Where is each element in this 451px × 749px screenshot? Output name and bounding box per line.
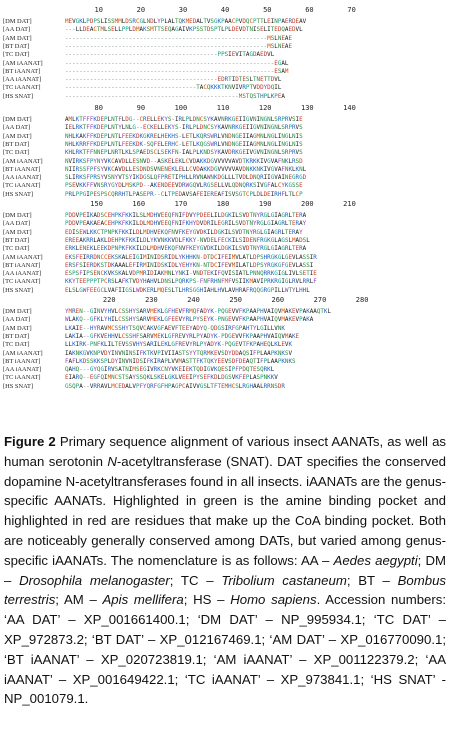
sequence-residues: NIIRSSFPFSYVKCAVDLLESDNDSVNENEKLELLCVDAKKDGVVVVVAVDNKKNKIVGVAFNKLKNL <box>65 166 307 173</box>
alignment-row <box>3 43 449 51</box>
position-ruler: 220 230 240 250 260 270 280 <box>65 296 369 304</box>
sequence-label: [TC iAANAT] <box>3 278 41 286</box>
alignment-row <box>3 383 449 391</box>
sequence-label: [AM DAT] <box>3 132 32 140</box>
alignment-row <box>3 182 449 190</box>
sequence-residues: GSQPA--VRRAVLMCEDALVPFYQRFGFHPAGPCAIVVGSLTFTEMHCSLRGHAALRRNSDR <box>65 383 285 390</box>
alignment-row <box>3 350 449 358</box>
caption-text-run: . Accession numbers: ‘AA DAT’ – XP_001661400.1; ‘DM DAT’ – NP_995934.1; ‘TC DAT’ – XP_972873.2; ‘BT DAT’ – XP_012167469.1; ‘AM DAT’ – XP_016770090.1; ‘BT iAANAT’ – XP_020723819.1; ‘AM iAANAT’ – XP_001122379.2; ‘AA iAANAT’ – XP_001649422.1; ‘TC iAANAT’ – XP_973841.1; ‘HS SNAT’ - NP_001079.1. <box>4 592 447 707</box>
sequence-label: [DM DAT] <box>3 212 32 219</box>
caption-text-run: ; TC – <box>169 572 222 588</box>
alignment-row <box>3 262 449 270</box>
sequence-residues: PDDVPEIKADSCEHPKFKKILSLMDHVEEQFNIFDVYPDEELILDGKILSVDTNYRGLGIAGRLTERA <box>65 213 307 219</box>
alignment-row <box>3 220 449 228</box>
alignment-row <box>3 358 449 366</box>
sequence-label: [AA DAT] <box>3 220 31 228</box>
sequence-residues: ---------------------------------------------------------MSLNEAE <box>65 35 292 42</box>
alignment-row <box>3 35 449 43</box>
sequence-label: [AA iAANAT] <box>3 270 42 278</box>
sequence-label: [AA iAANAT] <box>3 174 42 182</box>
alignment-row <box>3 270 449 278</box>
sequence-label: [DM DAT] <box>3 18 32 25</box>
caption-text-run: ; HS – <box>183 592 231 608</box>
sequence-residues: IELRKTFFKDEPLNTYLNLG--ECKELLEKYS-IRLPLDNCSYKAVNRKGEIIGVNINGNLSRPRVS <box>65 125 303 132</box>
position-ruler: 80 90 100 110 120 130 140 <box>65 104 356 112</box>
alignment-row <box>3 174 449 182</box>
caption-text-run: Primary sequence alignment of various insect AANATs, as well as human serotonin <box>4 434 447 469</box>
sequence-residues: AMLKTFFFKDEPLNTFLDG--CRELLEKYS-IRLPLDNCSYKAVNRKGEIIGVNINGNLSRPRVSIE <box>65 117 303 123</box>
caption-italic-term: N <box>107 453 117 469</box>
sequence-residues: -------------------------------------------PPSIEVITAGDAEDVL <box>65 52 275 59</box>
sequence-label: [BT iAANAT] <box>3 261 41 269</box>
sequence-label: [HS SNAT] <box>3 286 34 294</box>
sequence-label: [BT DAT] <box>3 140 30 148</box>
sequence-label: [BT iAANAT] <box>3 165 41 173</box>
sequence-residues: ESPSFIPSENCKVKSKALVDPMRIDIAKMNLYNKI-VNDTEKIFQVISIATLPNNQRRKGIGLIVLSETIE <box>65 271 317 278</box>
caption-italic-term: Tribolium castaneum <box>221 572 347 588</box>
alignment-row <box>3 124 449 132</box>
sequence-residues: EDISEWLKKCTPNPKFKKILDLMDHVEKQFNVFKEYGVDKILDGKILSVDTNYRGLGIAGRLTERAY <box>65 229 303 236</box>
sequence-label: [AM DAT] <box>3 228 32 236</box>
alignment-row <box>3 229 449 237</box>
alignment-block <box>3 6 449 104</box>
alignment-row <box>3 316 449 324</box>
sequence-label: [AA DAT] <box>3 26 31 34</box>
sequence-label: [BT DAT] <box>3 332 30 340</box>
sequence-residues: KKYTEEPPPTPCRSLAFKTVDYHAHVLDNSLPQRKPS-FNFRHNFMFVSIIKMAVIPRKRGIGLRVLRRLF <box>65 279 317 286</box>
alignment-row <box>3 18 449 26</box>
sequence-residues: ---------------------------------------------------------MSLNEAE <box>65 43 292 50</box>
alignment-row <box>3 76 449 84</box>
alignment-row <box>3 287 449 295</box>
sequence-residues: -------------------------------------------EDRTIDTESLTNETTDVL <box>65 77 282 84</box>
caption-italic-term: Aedes aegypti <box>333 552 418 568</box>
alignment-row <box>3 84 449 92</box>
sequence-label: [AA iAANAT] <box>3 366 42 374</box>
sequence-residues: EKSFEIRRDNCCEKSKALEIGIMINIDSRIDLYKHHKN-DTDCIFEIMVLATLDPSHRGKGLGEVLASSIR <box>65 254 317 261</box>
position-ruler: 10 20 30 40 50 60 70 <box>65 6 356 14</box>
alignment-row <box>3 149 449 157</box>
sequence-residues: -----------------------------------------------------------EGAL <box>65 60 289 67</box>
sequence-residues: NHLKRRFFKDEPLNTLFEEKDK-SQFELERHC-LETLKQGSWRLVNDNGEIIAGMNLNGLINGLNIS <box>65 141 303 148</box>
sequence-label: [AM iAANAT] <box>3 253 43 261</box>
alignment-row <box>3 278 449 286</box>
sequence-label: [TC DAT] <box>3 245 30 253</box>
sequence-label: [BT DAT] <box>3 42 30 50</box>
sequence-label: [DM DAT] <box>3 308 32 315</box>
sequence-label: [DM DAT] <box>3 116 32 123</box>
caption-text-run: ; BT – <box>346 572 398 588</box>
sequence-residues: LLKIRK-PNFKLILTEVSSVHYSARILEKLGFREVYRLPYADYK-PQGEVTFKPAHEQLKLEVK <box>65 342 292 349</box>
alignment-row <box>3 308 449 316</box>
sequence-residues: WLAKQ--GFKLYHILCSSHYSARVMEKLGFEEVYRLPYSEYK-PNGEVVFKPAAPHVAIQVMAKEVPAKA <box>65 317 314 324</box>
sequence-label: [AA DAT] <box>3 124 31 132</box>
alignment-row <box>3 133 449 141</box>
sequence-label: [HS SNAT] <box>3 92 34 100</box>
sequence-residues: YMREN--GINVYHVLCSSHYSARVMEKLGFHEVFRMQFADYK-PQGEVVFKPAAPHVAIQVMAKEVPAKAAQTKL <box>65 309 332 315</box>
alignment-row <box>3 254 449 262</box>
caption-text-run: -acetyltransferase (SNAT). DAT specifies the conserved dopamine N-acetyltransferases found in all insects. iAANATs are the genus-specific AANATs. Highlighted in green is the amine binding pocket and highlighted in red are residues that make up the CoA binding pocket. Both are noticeably generally conserved among DATs, but varied among genus-specific iAANATs. The nomenclature is as follows: AA – <box>4 453 446 568</box>
alignment-row <box>3 68 449 76</box>
sequence-residues: PDDVPEAKAEACEHPKFKKILDLMDHVEEQFNIFKHYDVDRILEGRILSVDTNYRGLGIAGRLTERAY <box>65 221 307 228</box>
alignment-row <box>3 245 449 253</box>
alignment-block <box>3 104 449 202</box>
sequence-residues: PSEVKKFFVNSRYGYDLMSKPD--AKENDEEVDRWGQVLRGSELLVLQDNQRKSIVGFALCYKGSSE <box>65 183 303 190</box>
sequence-label: [AA iAANAT] <box>3 76 42 84</box>
sequence-label: [BT iAANAT] <box>3 357 41 365</box>
caption-italic-term: Apis mellifera <box>102 592 184 608</box>
sequence-label: [TC iAANAT] <box>3 182 41 190</box>
sequence-residues: -----------------------------------------------------------ESAM <box>65 68 289 75</box>
sequence-label: [HS SNAT] <box>3 190 34 198</box>
alignment-block <box>3 200 449 298</box>
sequence-residues: LAKIA--GFKVEHHVLCSSHFSARVMEKLGFREVYRLPYADYK-PDGEVVFKPAAPHVAIQVMAKE <box>65 333 300 340</box>
figure-caption <box>4 432 446 709</box>
alignment-row <box>3 333 449 341</box>
position-ruler: 150 160 170 180 190 200 210 <box>65 200 356 208</box>
caption-italic-term: Bombus terrestris <box>4 572 447 608</box>
sequence-residues: MEVGKLPDPSLISSMMLDSRCGLNDLYPLALTQKMEDALTVSGKPAACPVDQCPTTLEINPAERDEAV <box>65 19 307 25</box>
sequence-residues: NHLKAKFFKDEPLNTLFEEKDKGKRELHEKHS-LETLKQRSWRLVNDNGEIIAGMNLNGLINGLNIS <box>65 133 303 140</box>
sequence-residues: ELSLGWFEEGCLVAFIIGSLWDKERLMQESLTLHRSGGHIAHLHVLAVHRAFRQQGRGPILLWTYLHHL <box>65 287 310 294</box>
figure-label: Figure 2 <box>4 434 56 449</box>
sequence-residues: KHLRKTFFNNEPLNRTLKLSPAEDSCLSEKFN-IALPLKNDSYKAVDRKGEIVGVNINGNLSRPRVS <box>65 150 303 157</box>
sequence-residues: -------------------------------------TACQKKKTKNVIVRPTVDDYDQIL <box>65 85 282 92</box>
sequence-residues: SLIRKSFPRSYVSNYVTSYIKDGSLQFPRETIPHLLRVNAWNKDGLLLTVDLDNQRIIGVAINEGRGD <box>65 175 307 182</box>
sequence-residues: EREEAKRRLAKLDEHPKFKKILDLYKVNKKVDLFKKY-NVDELFECKILSIDENFRGKGLAGSLMADSL <box>65 237 310 244</box>
alignment-row <box>3 237 449 245</box>
alignment-row <box>3 191 449 199</box>
alignment-row <box>3 60 449 68</box>
sequence-residues: NVIRKSFPYNYVKCAVDLLESNVD--ASKELEKLCVDAKKDGVVVVVAVDTKRKKIVGVAFNKLRSD <box>65 158 303 165</box>
alignment-row <box>3 166 449 174</box>
sequence-label: [BT DAT] <box>3 236 30 244</box>
sequence-label: [TC iAANAT] <box>3 84 41 92</box>
alignment-row <box>3 26 449 34</box>
alignment-row <box>3 116 449 124</box>
alignment-row <box>3 366 449 374</box>
sequence-label: [AA DAT] <box>3 316 31 324</box>
sequence-residues: LKAIE--HYRAVMCSSHYTSQVCAKVGFAEVFTEEYADYQ-QDGSIRFGPAHTYLGILLVNK <box>65 325 285 332</box>
alignment-row <box>3 141 449 149</box>
sequence-label: [AM iAANAT] <box>3 157 43 165</box>
sequence-alignment-figure <box>3 0 449 418</box>
sequence-label: [AM DAT] <box>3 324 32 332</box>
sequence-residues: EIARQ--EGFQIMNCSTSAYSSQKLSKELGKLVEEIPYSEFKDLDGSVKFEPLASPNKKV <box>65 375 278 382</box>
alignment-row <box>3 158 449 166</box>
sequence-residues: ERSFSIERDKSTDKAAALEFIRMINIDSKIDLYEHYKN-NTDCIFEVMILATLDPSYRGKGFGEVLASSI <box>65 262 314 269</box>
alignment-row <box>3 374 449 382</box>
sequence-label: [BT iAANAT] <box>3 67 41 75</box>
caption-italic-term: Homo sapiens <box>230 592 317 608</box>
alignment-row <box>3 341 449 349</box>
sequence-label: [AM iAANAT] <box>3 349 43 357</box>
alignment-row <box>3 93 449 101</box>
alignment-row <box>3 51 449 59</box>
alignment-block <box>3 296 449 394</box>
caption-italic-term: Drosophila melanogaster <box>19 572 170 588</box>
caption-text-run: ; AM – <box>55 592 103 608</box>
sequence-residues: -------------------------------------------------MSTQSTHPLKPEA <box>65 93 285 100</box>
sequence-residues: ERKLENEKLEEKDPNPKFKKILDLMDHVEKQFNVFKEYGVDKILDGKILSVDTNYRGLGIAGRLTERA <box>65 246 307 253</box>
sequence-residues: IAKNKGVKNPVDYINVNINSIFKTKVPIVIIASTSYYTQRMKEVSDYDDAQSIFPLAAPKNKSV <box>65 350 292 357</box>
alignment-row <box>3 325 449 333</box>
sequence-label: [TC iAANAT] <box>3 374 41 382</box>
sequence-residues: PRLPPGIPESPSCQRRHTLPASEPR--CLTPEDAVSAFEIEREAFISVSGTCPLDLDEIRHFLTLCP <box>65 191 303 198</box>
sequence-label: [AM iAANAT] <box>3 59 43 67</box>
sequence-residues: ---LLDEACTMLSELLPPLDMAKSMTTSEQAGAIVKPSSTDSPTLPLDEVDTNISELITEDQAEDVL <box>65 27 303 34</box>
sequence-residues: FAFLKDSSKKSPLDYINVNIDSIFKIRAPLVVMASTTFKTQKYEEVSDFDEAQTIFPLAAPKNKS <box>65 358 296 365</box>
sequence-label: [TC DAT] <box>3 51 30 59</box>
sequence-label: [AM DAT] <box>3 34 32 42</box>
sequence-label: [TC DAT] <box>3 341 30 349</box>
alignment-row <box>3 212 449 220</box>
sequence-residues: QAHQ---GYQGIRVSATNIMSEGIVRKCNYVKEIEKTQDIGVKQESIPFPDQTESQRKL <box>65 367 275 374</box>
caption-text-run: ; DM – <box>4 552 446 588</box>
caption-text <box>4 434 446 706</box>
sequence-label: [TC DAT] <box>3 149 30 157</box>
sequence-label: [HS SNAT] <box>3 382 34 390</box>
